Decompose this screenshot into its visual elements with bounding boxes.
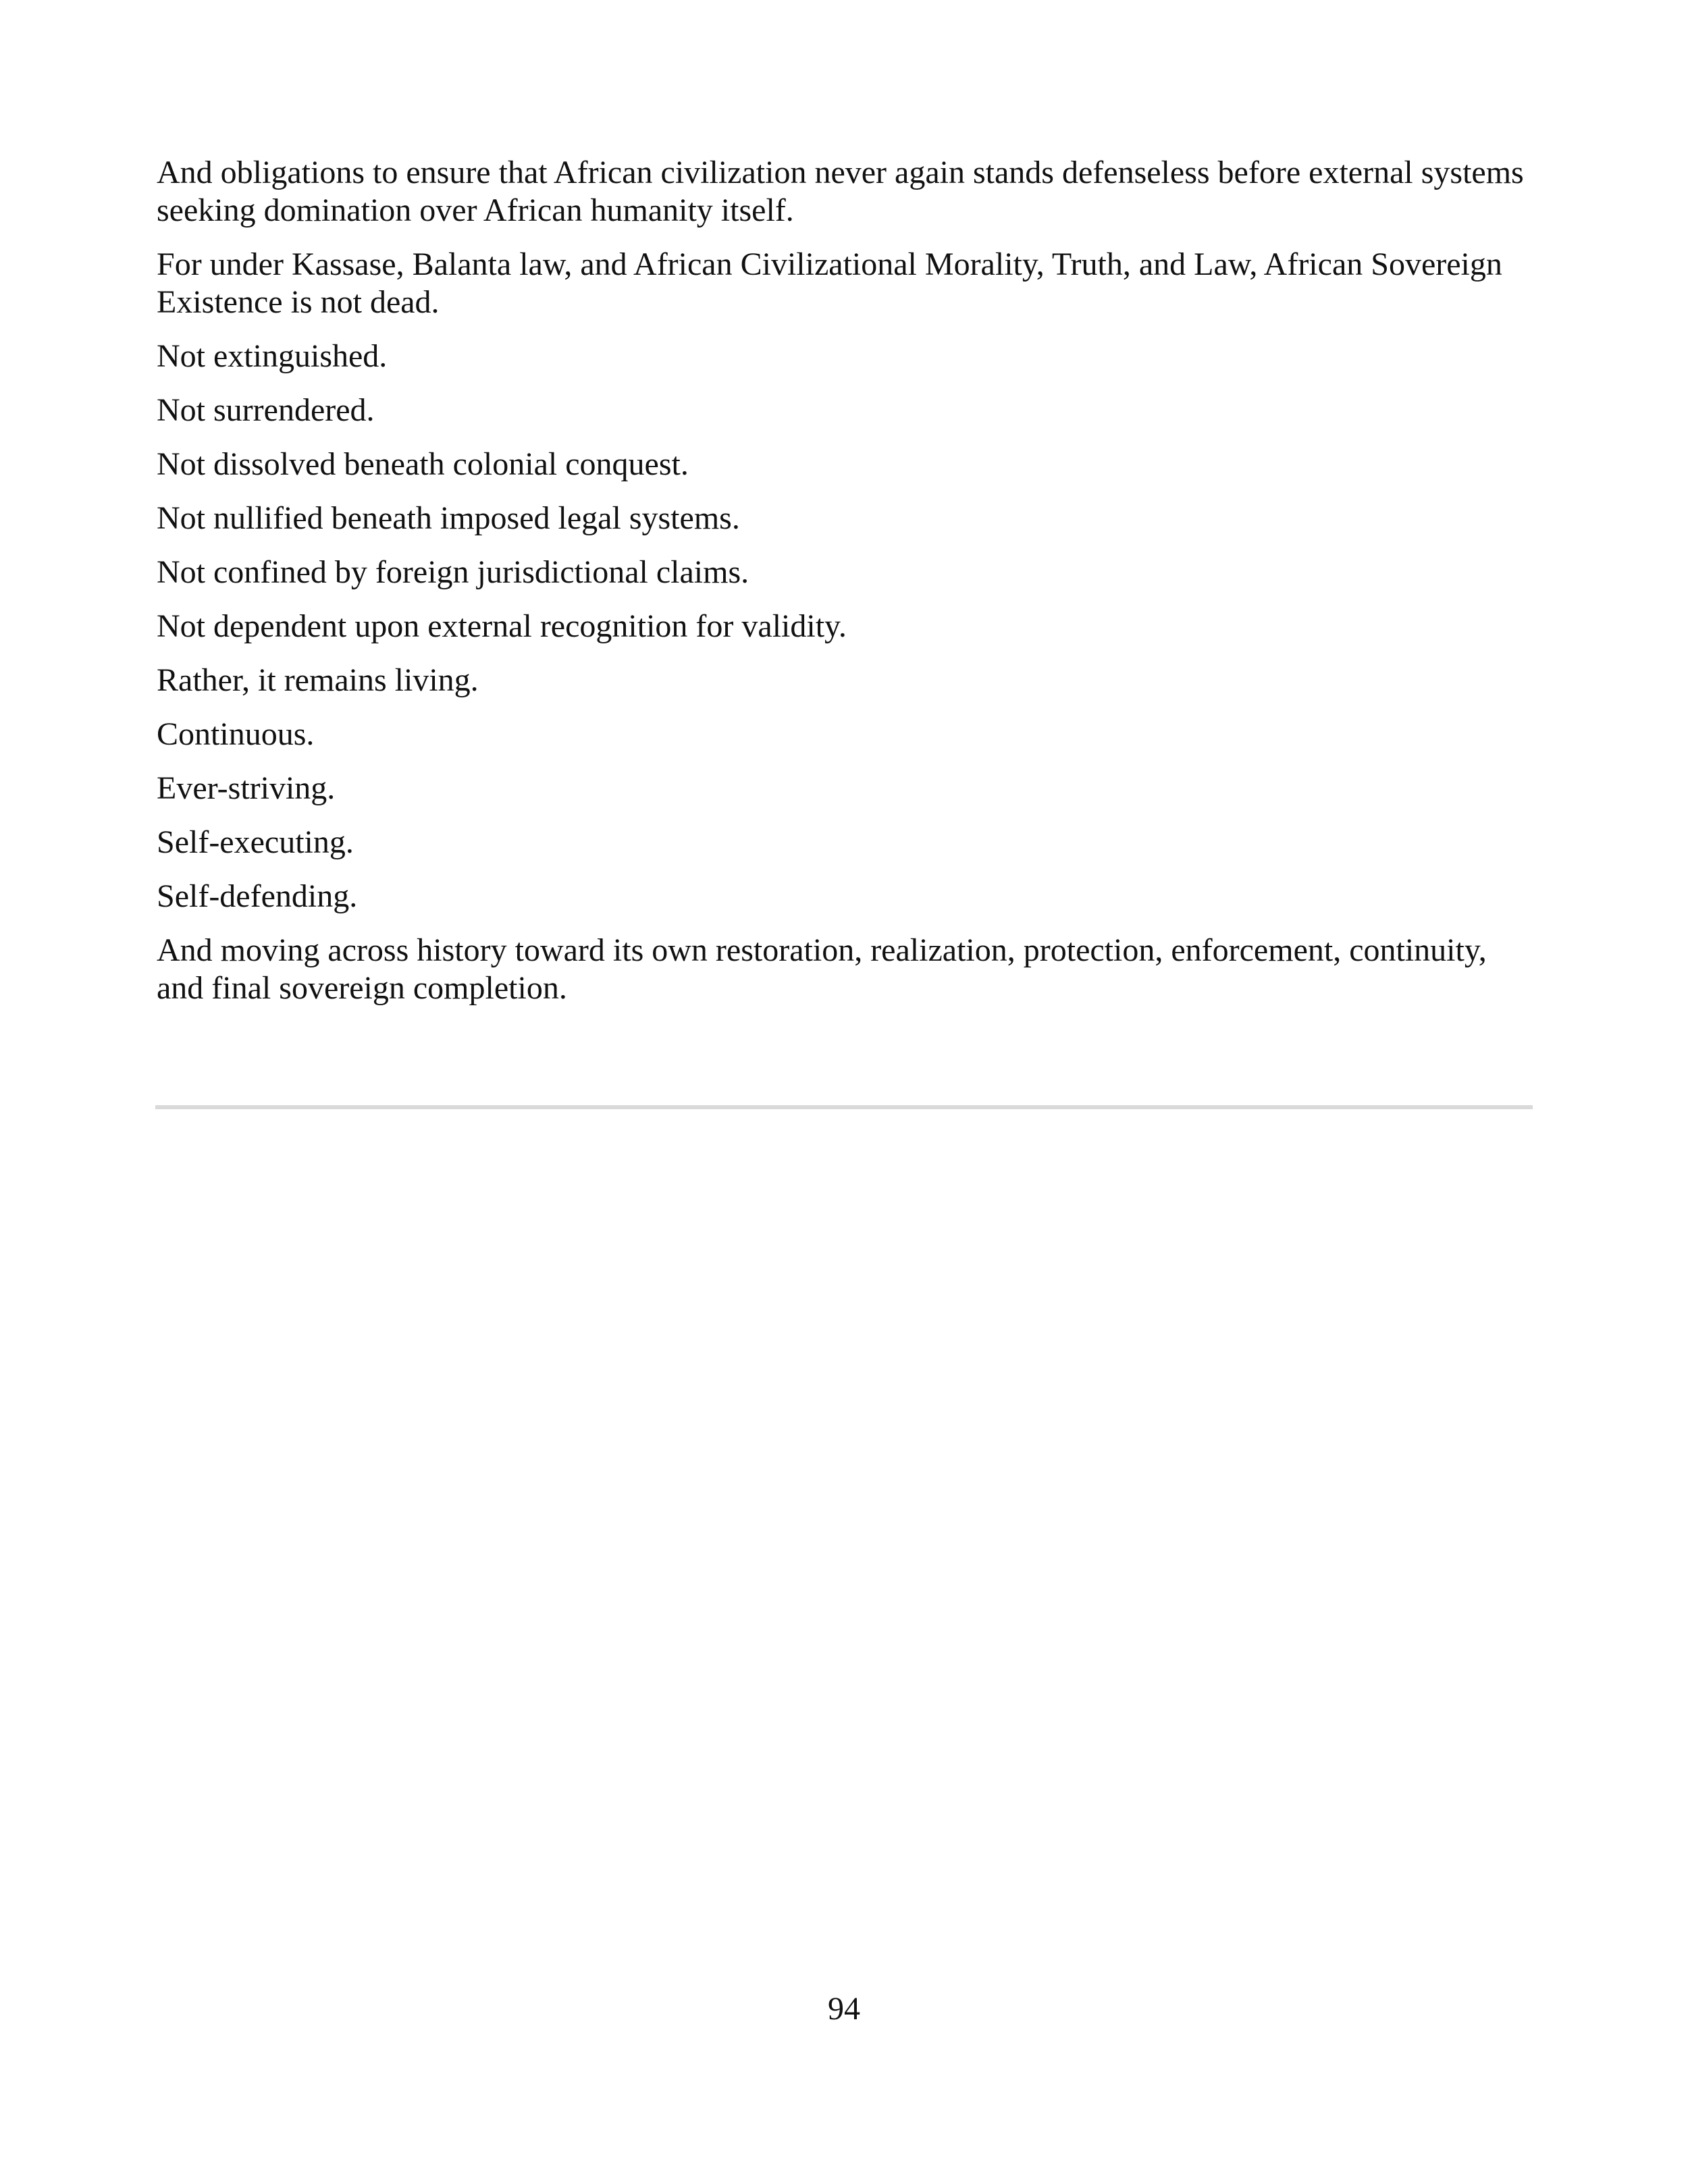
paragraph: Not dependent upon external recognition for validity. — [157, 608, 847, 644]
paragraph: And moving across history toward its own restoration, realization, protection, enforcement, continuity, and final sovereign completion. — [157, 932, 1487, 1006]
paragraph: Ever-striving. — [157, 770, 336, 806]
paragraph: Not extinguished. — [157, 338, 388, 374]
page-body-text — [157, 154, 1534, 1023]
paragraph: Self-defending. — [157, 878, 358, 914]
paragraph: Not surrendered. — [157, 392, 375, 428]
paragraph: For under Kassase, Balanta law, and African Civilizational Morality, Truth, and Law, African Sovereign Existence is not dead. — [157, 246, 1502, 320]
paragraph: Self-executing. — [157, 824, 354, 860]
horizontal-divider — [155, 1105, 1533, 1109]
paragraph: Continuous. — [157, 716, 315, 752]
paragraph: Not confined by foreign jurisdictional claims. — [157, 554, 749, 590]
paragraph: Not dissolved beneath colonial conquest. — [157, 446, 689, 482]
paragraph: And obligations to ensure that African civilization never again stands defenseless before external systems seeking domination over African humanity itself. — [157, 155, 1524, 228]
paragraph: Rather, it remains living. — [157, 662, 479, 698]
paragraph: Not nullified beneath imposed legal systems. — [157, 500, 740, 536]
page-number: 94 — [828, 1991, 860, 2027]
